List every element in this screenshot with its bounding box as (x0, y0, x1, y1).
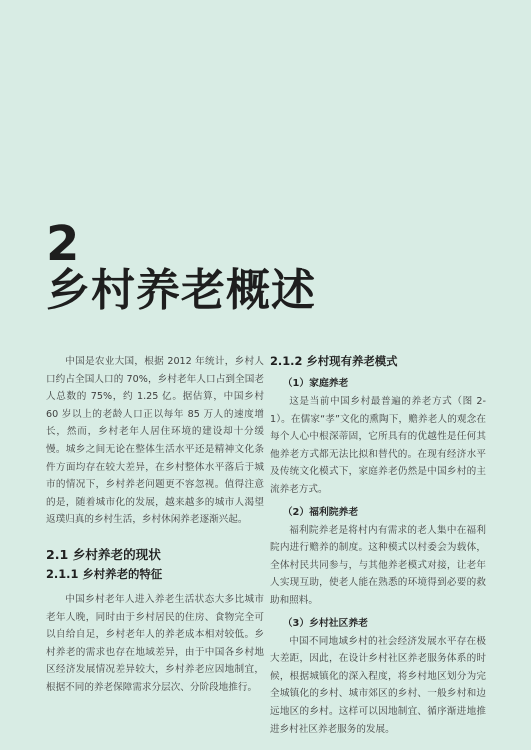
item-title-family-care: （1）家庭养老 (282, 378, 349, 389)
section-heading-2-1: 2.1 乡村养老的现状 (46, 546, 161, 562)
chapter-title: 乡村养老概述 (46, 265, 316, 316)
item-title-community-care: （3）乡村社区养老 (282, 617, 368, 629)
right-column (270, 353, 486, 738)
characteristics-paragraph: 中国乡村老年人进入养老生活状态大多比城市老年人晚，同时由于乡村居民的住房、食物完全可以自给自足，乡村老年人的养老成本相对较低。乡村养老的需求也存在地域差异，由于中国各乡村地区经济发展情况差异较大，乡村养老应因地制宜，根据不同的养老保障需求分层次、分阶段地推行。 (46, 593, 264, 693)
intro-paragraph: 中国是农业大国，根据 2012 年统计，乡村人口约占全国人口的 70%，乡村老年人口占到全国老人总数的 75%，约 1.25 亿。据估算，中国乡村 60 岁以上的老龄人口正以每年 85 万人的速度增长，然而，乡村老年人居住环境的建设却十分缓慢。城乡之间无论在整体生活水平还是精神文化条件方面均存在较大差异，在乡村整体水平落后于城市的情况下，乡村养老问题更不容忽视。值得注意的是，随着城市化的发展，越来越多的城市人渴望返璞归真的乡村生活，乡村休闲养老逐渐兴起。 (46, 356, 264, 526)
left-column (46, 353, 264, 697)
item-title-welfare-home: （2）福利院养老 (282, 506, 359, 518)
item-text-welfare-home: 福利院养老是将村内有需求的老人集中在福利院内进行赡养的制度。这种模式以村委会为载体，全体村民共同参与，与其他养老模式对接，让老年人实现互助，使老人能在熟悉的环境得到必要的救助和照料。 (270, 524, 486, 606)
item-text-community-care: 中国不同地域乡村的社会经济发展水平存在极大差距，因此，在设计乡村社区养老服务体系的时候，根据城镇化的深入程度，将乡村地区划分为完全城镇化的乡村、城市郊区的乡村、一般乡村和边远地区的乡村。这样可以因地制宜、循序渐进地推进乡村社区养老服务的发展。 (270, 635, 486, 735)
subsection-heading-2-1-2: 2.1.2 乡村现有养老模式 (270, 354, 398, 368)
item-text-family-care: 这是当前中国乡村最普遍的养老方式（图 2-1）。在儒家“孝”文化的熏陶下，赡养老人的观念在每个人心中根深蒂固，它所具有的优越性是任何其他养老方式都无法比拟和替代的。在现有经济水平及传统文化模式下，家庭养老仍然是中国乡村的主流养老方式。 (270, 396, 486, 495)
subsection-heading-2-1-1: 2.1.1 乡村养老的特征 (46, 566, 163, 581)
chapter-number: 2 (46, 216, 80, 272)
